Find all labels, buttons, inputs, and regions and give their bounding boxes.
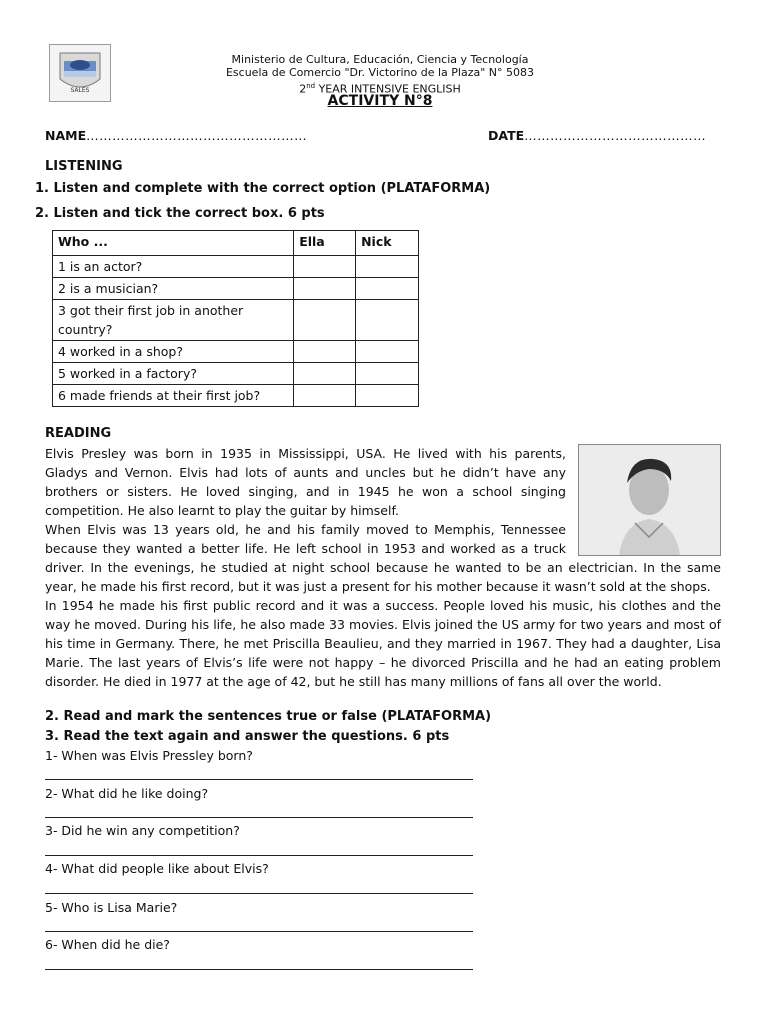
reading-instruction-3: 3. Read the text again and answer the questions. 6 pts: [45, 729, 450, 744]
table-row: [53, 363, 419, 385]
question-6: 6- When did he die?: [45, 937, 170, 952]
col-header-nick: Nick: [356, 231, 419, 256]
table-row: [53, 256, 419, 278]
row-question: 4 worked in a shop?: [53, 341, 294, 363]
answer-line-4[interactable]: [45, 893, 473, 894]
nick-tick-box[interactable]: [356, 278, 419, 300]
reading-paragraph-1: Elvis Presley was born in 1935 in Mississippi, USA. He lived with his parents, Gladys and Vernon. Elvis had lots of aunts and uncles but he didn’t have any brothers or sisters. He loved singing, and in 1945 he won a school singing competition. He also learnt to play the guitar by himself.: [45, 446, 566, 518]
date-blank[interactable]: ……………………………………: [524, 128, 707, 143]
question-3: 3- Did he win any competition?: [45, 823, 240, 838]
portrait-icon: [579, 445, 720, 555]
table-header-row: [53, 231, 419, 256]
school-line: Escuela de Comercio "Dr. Victorino de la Plaza" N° 5083: [225, 66, 535, 79]
nick-tick-box[interactable]: [356, 300, 419, 341]
table-row: [53, 300, 419, 341]
row-question: 5 worked in a factory?: [53, 363, 294, 385]
tick-table: [52, 230, 419, 407]
ella-tick-box[interactable]: [294, 341, 356, 363]
row-question: 6 made friends at their first job?: [53, 385, 294, 407]
elvis-photo: [578, 444, 721, 556]
reading-paragraph-3: In 1954 he made his first public record and it was a success. People loved his music, his clothes and the way he moved. During his life, he also made 33 movies. Elvis joined the US army for two years and most of his time in Germany. There, he met Priscilla Beaulieu, and they married in 1967. They had a daughter, Lisa Marie. The last years of Elvis’s life were not happy – he divorced Priscilla and he had an eating problem disorder. He died in 1977 at the age of 42, but he still has many millions of fans all over the world.: [45, 598, 721, 689]
name-blank[interactable]: ……………………………………………: [86, 128, 308, 143]
nick-tick-box[interactable]: [356, 385, 419, 407]
school-logo: [49, 44, 111, 102]
ministry-line: Ministerio de Cultura, Educación, Ciencia y Tecnología: [231, 53, 529, 66]
logo-text: SALES: [70, 87, 90, 94]
reading-heading: READING: [45, 426, 112, 441]
answer-line-6[interactable]: [45, 969, 473, 970]
school-crest-icon: [50, 45, 110, 101]
table-row: [53, 385, 419, 407]
table-row: [53, 278, 419, 300]
row-question: 1 is an actor?: [53, 256, 294, 278]
col-header-ella: Ella: [294, 231, 356, 256]
ella-tick-box[interactable]: [294, 385, 356, 407]
reading-paragraph-2: When Elvis was 13 years old, he and his family moved to Memphis, Tennessee because they wanted a better life. He left school in 1953 and worked as a truck driver. In the evenings, he studied at night school because he wanted to be an electrician. In the same year, he made his first record, but it was just a present for his mother because it wasn’t sold at the shops.: [45, 522, 721, 594]
question-2: 2- What did he like doing?: [45, 786, 209, 801]
question-5: 5- Who is Lisa Marie?: [45, 900, 178, 915]
listening-heading: LISTENING: [45, 159, 123, 174]
table-row: [53, 341, 419, 363]
nick-tick-box[interactable]: [356, 363, 419, 385]
answer-line-5[interactable]: [45, 931, 473, 932]
nick-tick-box[interactable]: [356, 341, 419, 363]
row-question: 2 is a musician?: [53, 278, 294, 300]
listening-instruction-1: 1. Listen and complete with the correct option (PLATAFORMA): [35, 181, 491, 196]
nick-tick-box[interactable]: [356, 256, 419, 278]
col-header-who: Who ...: [53, 231, 294, 256]
listening-instruction-2: 2. Listen and tick the correct box. 6 pts: [35, 206, 325, 221]
course-number: 2: [299, 82, 307, 96]
row-question: 3 got their first job in another country?: [53, 300, 294, 341]
answer-line-2[interactable]: [45, 817, 473, 818]
reading-text: [45, 444, 721, 691]
ella-tick-box[interactable]: [294, 278, 356, 300]
course-name: YEAR INTENSIVE ENGLISH: [315, 82, 461, 96]
ella-tick-box[interactable]: [294, 363, 356, 385]
answer-line-1[interactable]: [45, 779, 473, 780]
question-4: 4- What did people like about Elvis?: [45, 861, 269, 876]
answer-line-3[interactable]: [45, 855, 473, 856]
course-suffix: nd: [306, 82, 316, 90]
activity-title: ACTIVITY N°8: [327, 93, 433, 109]
name-field[interactable]: [45, 128, 307, 143]
ella-tick-box[interactable]: [294, 300, 356, 341]
reading-instruction-2: 2. Read and mark the sentences true or false (PLATAFORMA): [45, 709, 492, 724]
ella-tick-box[interactable]: [294, 256, 356, 278]
date-field[interactable]: [488, 128, 706, 143]
date-label: DATE: [488, 128, 525, 143]
question-1: 1- When was Elvis Pressley born?: [45, 748, 253, 763]
name-label: NAME: [45, 128, 87, 143]
